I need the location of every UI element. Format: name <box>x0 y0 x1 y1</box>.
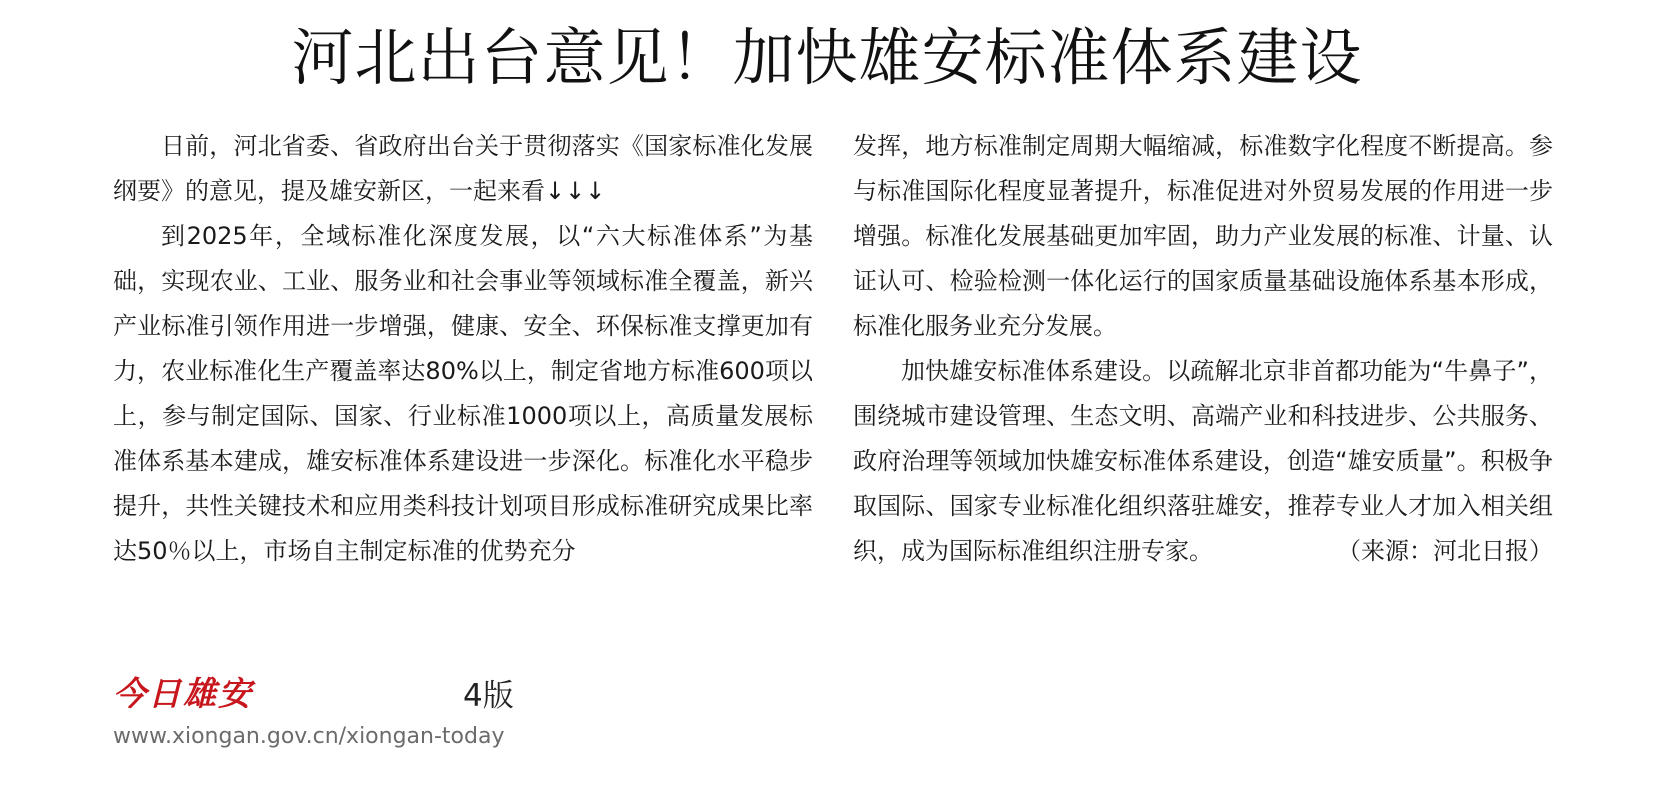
intro-paragraph: 日前，河北省委、省政府出台关于贯彻落实《国家标准化发展纲要》的意见，提及雄安新区，一起来看↓↓↓ <box>113 132 813 205</box>
source-credit: （来源：河北日报） <box>1337 537 1553 565</box>
brand-logo: 今日雄安 <box>113 674 253 713</box>
xiongan-paragraph-text: 加快雄安标准体系建设。以疏解北京非首都功能为“牛鼻子”，围绕城市建设管理、生态文明、高端产业和科技进步、公共服务、政府治理等领域加快雄安标准体系建设，创造“雄安质量”。积极争取国际、国家专业标准化组织落驻雄安，推荐专业人才加入相关组织，成为国际标准组织注册专家。 <box>853 357 1553 565</box>
page-number: 4版 <box>463 678 514 714</box>
goals-paragraph: 到2025年，全域标准化深度发展，以“六大标准体系”为基础，实现农业、工业、服务业和社会事业等领域标准全覆盖，新兴产业标准引领作用进一步增强，健康、安全、环保标准支撑更加有力，农业标准化生产覆盖率达80%以上，制定省地方标准600项以上，参与制定国际、国家、行业标准1000项以上，高质量发展标准体系基本建成，雄安标准体系建设进一步深化。标准化水平稳步提升，共性关键技术和应用类科技计划项目形成标准研究成果比率达50％以上，市场自主制定标准的优势充分 <box>113 222 813 565</box>
goals-paragraph-continued: 发挥，地方标准制定周期大幅缩减，标准数字化程度不断提高。参与标准国际化程度显著提升，标准促进对外贸易发展的作用进一步增强。标准化发展基础更加牢固，助力产业发展的标准、计量、认证认可、检验检测一体化运行的国家质量基础设施体系基本形成，标准化服务业充分发展。 <box>853 132 1553 340</box>
article-title: 河北出台意见！加快雄安标准体系建设 <box>291 21 1363 94</box>
right-column <box>853 124 1553 574</box>
xiongan-paragraph <box>853 349 1553 574</box>
site-url: www.xiongan.gov.cn/xiongan-today <box>113 724 505 749</box>
left-column <box>113 124 813 574</box>
